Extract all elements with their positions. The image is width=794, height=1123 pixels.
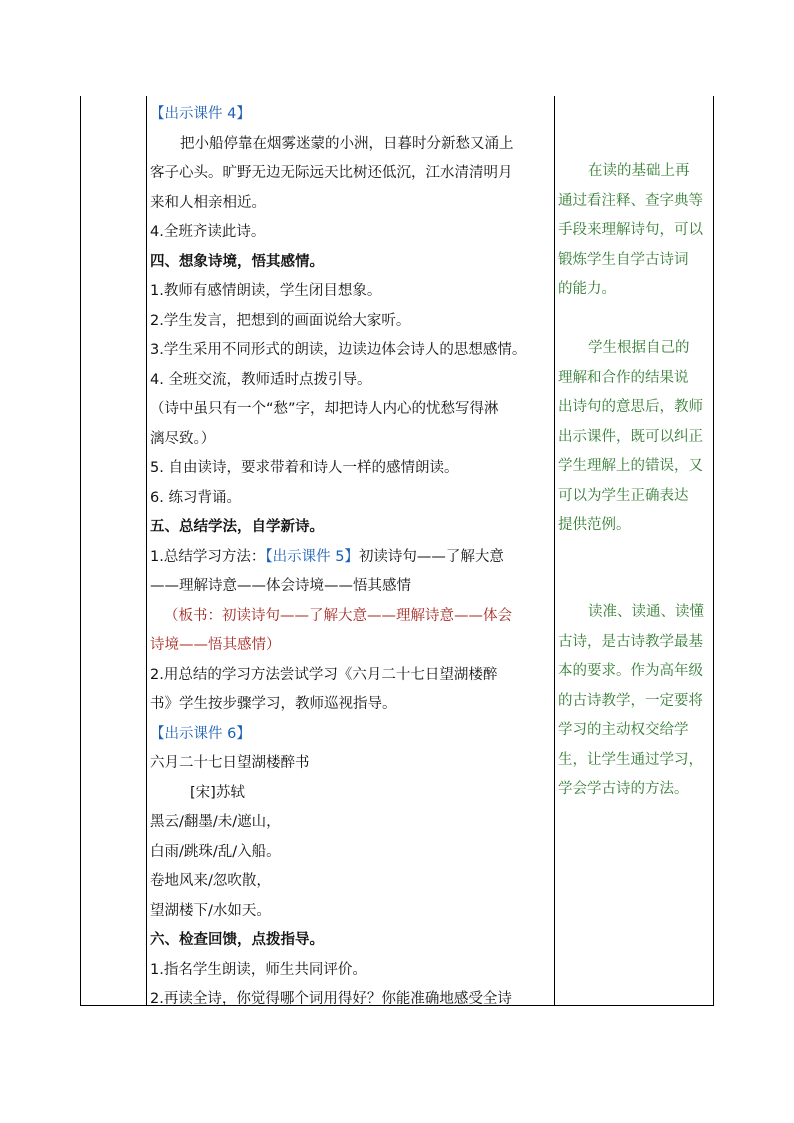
note-line: 提供范例。	[558, 517, 631, 533]
note-line: 学会学古诗的方法。	[558, 781, 689, 797]
courseware-label-6: 【出示课件 6】	[150, 725, 251, 742]
text-line: 4. 全班交流，教师适时点拨引导。	[150, 371, 372, 388]
text-line: ——理解诗意——体会诗境——悟其感情	[150, 578, 411, 594]
text-line: 客子心头。旷野无边无际远天比树还低沉，江水清清明月	[150, 165, 513, 181]
note-line: 在读的基础上再	[588, 163, 690, 179]
design-note-1	[558, 157, 710, 305]
design-note-2	[558, 334, 710, 541]
text-line: 1.指名学生朗读，师生共同评价。	[150, 961, 367, 978]
table-border-left	[80, 96, 81, 1006]
poem-title: 六月二十七日望湖楼醉书	[150, 755, 310, 771]
text-line: 3.学生采用不同形式的朗读，边读边体会诗人的思想感情。	[150, 342, 527, 358]
note-line: 古诗，是古诗教学最基	[558, 633, 703, 650]
table-border-col1	[146, 96, 147, 1006]
text-line: 2.再读全诗，你觉得哪个词用得好？你能准确地感受全诗	[150, 991, 512, 1007]
design-note-3	[558, 598, 710, 805]
lesson-table	[80, 96, 714, 1006]
table-border-right	[713, 96, 714, 1006]
note-line: 学生理解上的错误，又	[558, 458, 703, 474]
text-line: 把小船停靠在烟雾迷蒙的小洲，日暮时分新愁又涌上	[180, 135, 514, 152]
text-line: 1.教师有感情朗读，学生闭目想象。	[150, 283, 382, 299]
note-line: 手段来理解诗句，可以	[558, 222, 703, 238]
courseware-label-4: 【出示课件 4】	[150, 106, 251, 122]
note-line: 锻炼学生自学古诗词	[558, 251, 689, 268]
text-line: 来和人相亲相近。	[150, 194, 266, 211]
text-line: 2.学生发言，把想到的画面说给大家听。	[150, 312, 411, 329]
section-heading-4: 四、想象诗境，悟其感情。	[150, 253, 324, 270]
teaching-process-column	[150, 100, 552, 1015]
note-line: 可以为学生正确表达	[558, 487, 689, 504]
note-line: 出诗句的意思后，教师	[558, 399, 703, 415]
text-line: 漓尽致。）	[150, 430, 216, 447]
note-line: 的能力。	[558, 281, 616, 297]
note-line: 理解和合作的结果说	[558, 369, 689, 386]
note-line: 出示课件，既可以纠正	[558, 428, 703, 445]
text-line: （诗中虽只有一个“愁”字，却把诗人内心的忧愁写得淋	[150, 401, 499, 417]
courseware-label-5: 【出示课件 5】	[265, 548, 359, 565]
text-line: 1.总结学习方法：【出示课件 5】初读诗句——了解大意	[150, 548, 504, 565]
blackboard-note-cont: 诗境——悟其感情）	[150, 637, 281, 653]
note-line: 读准、读通、读懂	[588, 604, 704, 620]
note-line: 学习的主动权交给学	[558, 722, 689, 738]
note-line: 生，让学生通过学习，	[558, 751, 703, 768]
text-line: 5. 自由读诗，要求带着和诗人一样的感情朗读。	[150, 460, 459, 476]
section-heading-5: 五、总结学法，自学新诗。	[150, 519, 324, 535]
poem-line: 白雨/跳珠/乱/入船。	[150, 843, 281, 860]
poem-author: [宋]苏轼	[190, 784, 245, 801]
text-line: 2.用总结的学习方法尝试学习《六月二十七日望湖楼醉	[150, 666, 498, 683]
poem-line: 望湖楼下/水如天。	[150, 902, 271, 919]
section-heading-6: 六、检查回馈，点拨指导。	[150, 932, 324, 948]
text-line: 6. 练习背诵。	[150, 489, 241, 506]
poem-line: 卷地风来/忽吹散，	[150, 873, 271, 889]
note-line: 的古诗教学，一定要将	[558, 692, 703, 709]
note-line: 学生根据自己的	[588, 340, 690, 356]
note-line: 本的要求。作为高年级	[558, 663, 703, 679]
note-line: 通过看注释、查字典等	[558, 192, 703, 209]
table-border-col2	[554, 96, 555, 1006]
text-line: 4.全班齐读此诗。	[150, 224, 266, 240]
poem-line: 黑云/翻墨/未/遮山，	[150, 814, 281, 830]
blackboard-note: （板书：初读诗句——了解大意——理解诗意——体会	[164, 607, 512, 624]
text-line: 书》学生按步骤学习，教师巡视指导。	[150, 696, 397, 712]
